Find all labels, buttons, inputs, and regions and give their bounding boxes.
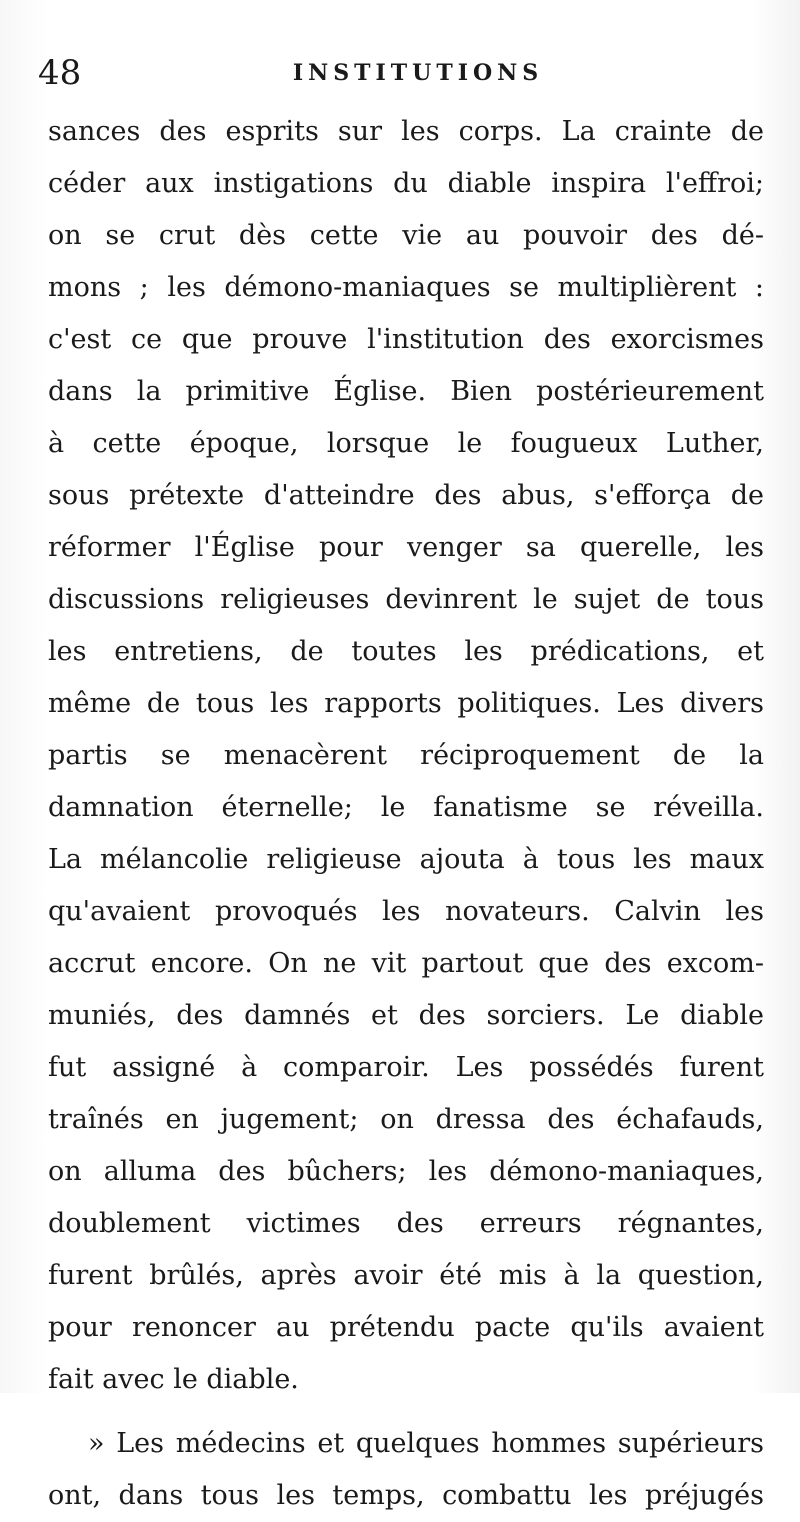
text-line: les entretiens, de toutes les prédications, et (48, 636, 764, 667)
running-title: INSTITUTIONS (292, 60, 544, 86)
text-line: sances des esprits sur les corps. La crainte de (48, 116, 764, 147)
text-line: c'est ce que prouve l'institution des exorcismes (48, 324, 764, 355)
text-line: on se crut dès cette vie au pouvoir des dé- (48, 220, 764, 251)
text-line: partis se menacèrent réciproquement de la (48, 740, 764, 771)
text-line: traînés en jugement; on dressa des échafauds, (48, 1104, 764, 1135)
text-line: fait avec le diable. (48, 1364, 299, 1395)
text-line: pour renoncer au prétendu pacte qu'ils avaient (48, 1312, 764, 1343)
text-line: qu'avaient provoqués les novateurs. Calvin les (48, 896, 764, 927)
text-line: damnation éternelle; le fanatisme se réveilla. (48, 792, 764, 823)
text-line: dans la primitive Église. Bien postérieurement (48, 376, 764, 407)
text-line: sous prétexte d'atteindre des abus, s'efforça de (48, 480, 764, 511)
text-line: muniés, des damnés et des sorciers. Le diable (48, 1000, 764, 1031)
text-line: La mélancolie religieuse ajouta à tous les maux (48, 844, 764, 875)
body-text (48, 106, 764, 1522)
text-line: discussions religieuses devinrent le sujet de tous (48, 584, 764, 615)
paragraph (48, 106, 764, 1406)
text-line: fut assigné à comparoir. Les possédés furent (48, 1052, 764, 1083)
text-line: furent brûlés, après avoir été mis à la question, (48, 1260, 764, 1291)
page-header (38, 48, 758, 98)
text-line: accrut encore. On ne vit partout que des excom- (48, 948, 764, 979)
paragraph-spacer (48, 1406, 764, 1418)
text-line: mons ; les démono-maniaques se multiplièrent : (48, 272, 764, 303)
paragraph (48, 1418, 764, 1522)
text-line: » Les médecins et quelques hommes supérieurs (88, 1428, 764, 1459)
text-line: on alluma des bûchers; les démono-maniaques, (48, 1156, 764, 1187)
text-line: réformer l'Église pour venger sa querelle, les (48, 532, 764, 563)
text-line: ont, dans tous les temps, combattu les préjugés (48, 1480, 764, 1511)
text-line: même de tous les rapports politiques. Les divers (48, 688, 764, 719)
text-line: céder aux instigations du diable inspira l'effroi; (48, 168, 764, 199)
text-line: à cette époque, lorsque le fougueux Luther, (48, 428, 764, 459)
page-number: 48 (38, 53, 82, 93)
text-line: doublement victimes des erreurs régnantes, (48, 1208, 764, 1239)
